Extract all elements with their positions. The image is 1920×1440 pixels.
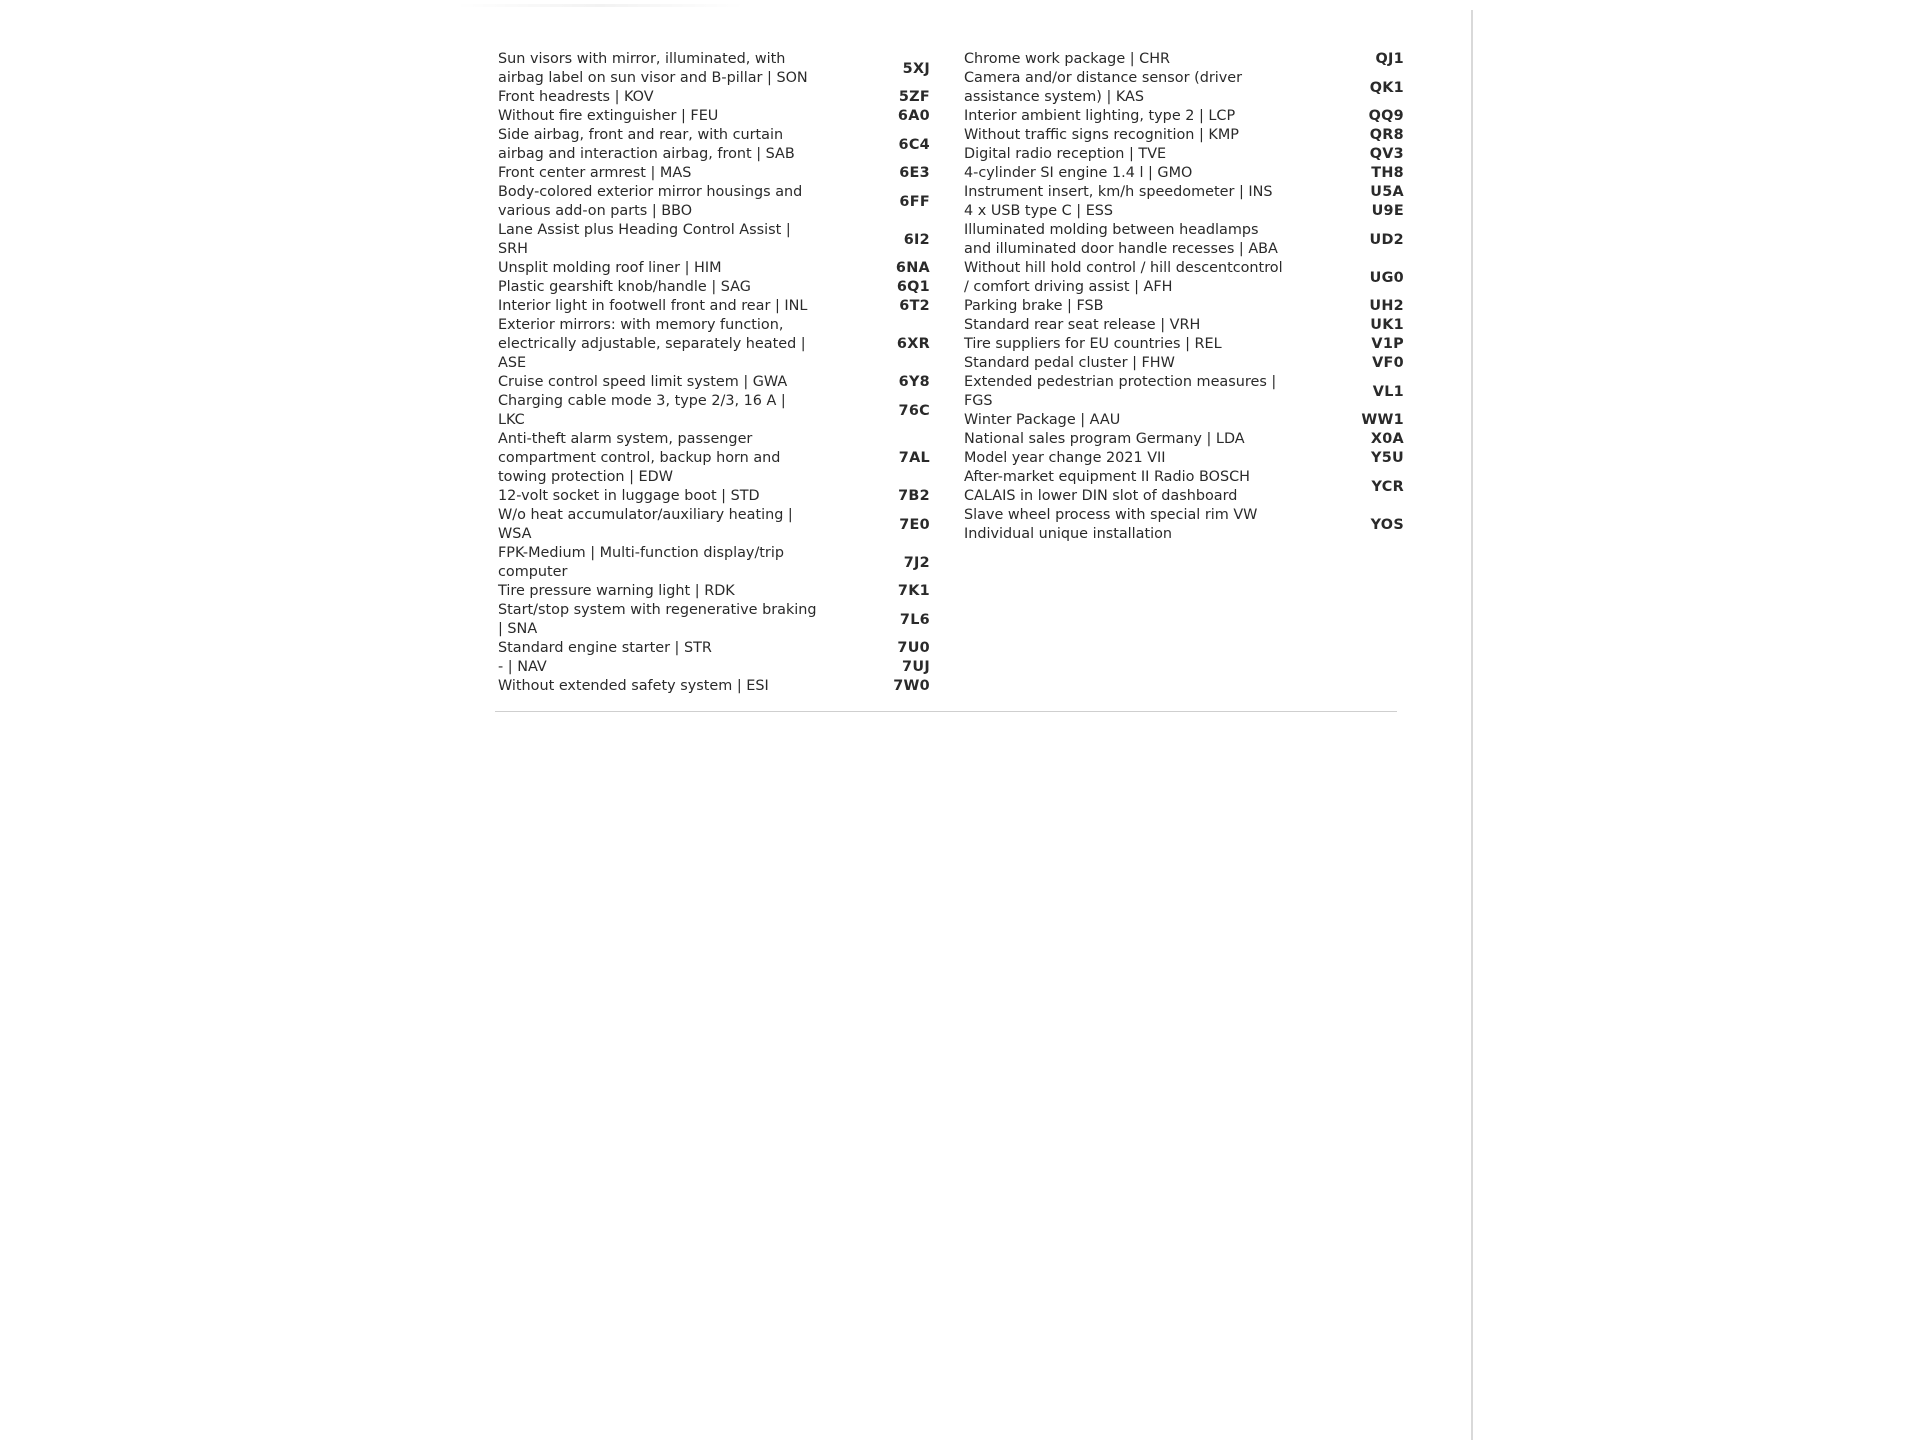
equipment-description: Start/stop system with regenerative braking | SNA: [498, 602, 817, 637]
equipment-code: 7B2: [898, 488, 930, 504]
equipment-code: UD2: [1369, 231, 1404, 248]
equipment-code: 5XJ: [902, 60, 930, 77]
equipment-row: [964, 145, 1408, 164]
equipment-description: Winter Package | AAU: [964, 412, 1121, 428]
equipment-row: [498, 297, 948, 316]
equipment-description: - | NAV: [498, 659, 547, 675]
equipment-row: [964, 107, 1408, 126]
equipment-row: [498, 506, 948, 544]
equipment-row: [964, 316, 1408, 335]
equipment-code: YCR: [1371, 478, 1404, 495]
equipment-code: Y5U: [1370, 450, 1404, 466]
left-equipment-column: [498, 50, 948, 696]
equipment-row: [498, 278, 948, 297]
equipment-code: QJ1: [1375, 51, 1404, 67]
equipment-description: Without hill hold control / hill descentcontrol / comfort driving assist | AFH: [964, 260, 1283, 295]
equipment-row: [498, 316, 948, 373]
equipment-description: Cruise control speed limit system | GWA: [498, 374, 788, 390]
equipment-code: U5A: [1370, 184, 1404, 200]
equipment-code: 7U0: [897, 640, 930, 656]
equipment-code: 7AL: [898, 450, 930, 466]
equipment-description: 4 x USB type C | ESS: [964, 203, 1114, 219]
equipment-row: [964, 468, 1408, 506]
equipment-row: [964, 69, 1408, 107]
equipment-code: X0A: [1370, 431, 1404, 447]
equipment-code: QV3: [1369, 146, 1404, 162]
equipment-description: Interior ambient lighting, type 2 | LCP: [964, 108, 1236, 124]
equipment-row: [964, 449, 1408, 468]
equipment-code: UK1: [1370, 317, 1404, 333]
equipment-row: [498, 164, 948, 183]
equipment-row: [964, 297, 1408, 316]
equipment-description: Lane Assist plus Heading Control Assist | SRH: [498, 222, 791, 257]
equipment-row: [498, 221, 948, 259]
equipment-row: [498, 373, 948, 392]
equipment-row: [964, 373, 1408, 411]
equipment-description: Extended pedestrian protection measures | FGS: [964, 374, 1277, 409]
equipment-description: Parking brake | FSB: [964, 298, 1104, 314]
equipment-row: [964, 221, 1408, 259]
equipment-row: [498, 582, 948, 601]
equipment-description: Unsplit molding roof liner | HIM: [498, 260, 722, 276]
equipment-description: Front headrests | KOV: [498, 89, 654, 105]
equipment-code: 7E0: [899, 516, 930, 533]
equipment-row: [964, 126, 1408, 145]
equipment-description: Anti-theft alarm system, passenger compartment control, backup horn and towing protection | EDW: [498, 431, 781, 485]
equipment-row: [498, 544, 948, 582]
equipment-code: UH2: [1369, 298, 1404, 314]
equipment-description: Instrument insert, km/h speedometer | INS: [964, 184, 1273, 200]
equipment-description: Tire pressure warning light | RDK: [498, 583, 735, 599]
equipment-description: Without extended safety system | ESI: [498, 678, 769, 694]
equipment-description: Charging cable mode 3, type 2/3, 16 A | LKC: [498, 393, 786, 428]
equipment-code: 7UJ: [902, 659, 930, 675]
equipment-row: [964, 202, 1408, 221]
equipment-row: [498, 259, 948, 278]
equipment-description: Body-colored exterior mirror housings and various add-on parts | BBO: [498, 184, 803, 219]
equipment-code: QK1: [1369, 79, 1404, 96]
equipment-row: [964, 183, 1408, 202]
equipment-code: 6T2: [899, 298, 930, 314]
equipment-description: Illuminated molding between headlamps and illuminated door handle recesses | ABA: [964, 222, 1278, 257]
equipment-description: Model year change 2021 VII: [964, 450, 1166, 466]
equipment-code: QR8: [1369, 127, 1404, 143]
equipment-description: Front center armrest | MAS: [498, 165, 692, 181]
equipment-row: [964, 164, 1408, 183]
equipment-description: 4-cylinder SI engine 1.4 l | GMO: [964, 165, 1193, 181]
equipment-row: [964, 430, 1408, 449]
equipment-row: [964, 354, 1408, 373]
scan-page-edge: [1471, 10, 1473, 1440]
equipment-description: Chrome work package | CHR: [964, 51, 1171, 67]
equipment-description: Exterior mirrors: with memory function, electrically adjustable, separately heated | ASE: [498, 317, 806, 371]
equipment-columns: [498, 50, 1408, 696]
scan-smudge: [455, 4, 745, 7]
equipment-code: 6A0: [897, 108, 930, 124]
equipment-code: TH8: [1371, 165, 1404, 181]
equipment-description: Side airbag, front and rear, with curtain airbag and interaction airbag, front | SAB: [498, 127, 795, 162]
equipment-code: U9E: [1371, 203, 1404, 219]
equipment-code: V1P: [1371, 336, 1404, 352]
equipment-code: 76C: [898, 402, 930, 419]
equipment-description: After-market equipment II Radio BOSCH CALAIS in lower DIN slot of dashboard: [964, 469, 1250, 504]
equipment-row: [498, 183, 948, 221]
equipment-code: 6FF: [899, 193, 930, 210]
equipment-description: Digital radio reception | TVE: [964, 146, 1167, 162]
equipment-description: Interior light in footwell front and rear | INL: [498, 298, 808, 314]
equipment-description: Standard rear seat release | VRH: [964, 317, 1201, 333]
equipment-description: Camera and/or distance sensor (driver assistance system) | KAS: [964, 70, 1243, 105]
equipment-description: FPK-Medium | Multi-function display/trip computer: [498, 545, 784, 580]
equipment-code: 6NA: [895, 260, 930, 276]
equipment-row: [498, 430, 948, 487]
equipment-row: [498, 392, 948, 430]
equipment-code: 5ZF: [898, 89, 930, 105]
equipment-description: 12-volt socket in luggage boot | STD: [498, 488, 760, 504]
equipment-row: [498, 107, 948, 126]
equipment-description: Plastic gearshift knob/handle | SAG: [498, 279, 751, 295]
equipment-row: [498, 658, 948, 677]
equipment-code: VL1: [1372, 383, 1404, 400]
equipment-row: [964, 259, 1408, 297]
equipment-description: Sun visors with mirror, illuminated, with airbag label on sun visor and B-pillar | SON: [498, 51, 808, 86]
equipment-code: 6C4: [898, 136, 930, 153]
equipment-row: [964, 50, 1408, 69]
equipment-row: [498, 601, 948, 639]
equipment-code: 6Y8: [898, 374, 930, 390]
equipment-code: VF0: [1372, 355, 1404, 371]
equipment-description: Without fire extinguisher | FEU: [498, 108, 719, 124]
equipment-description: W/o heat accumulator/auxiliary heating | WSA: [498, 507, 793, 542]
equipment-row: [964, 335, 1408, 354]
equipment-row: [498, 639, 948, 658]
equipment-description: Slave wheel process with special rim VW Individual unique installation: [964, 507, 1258, 542]
equipment-row: [498, 50, 948, 88]
equipment-code: 7K1: [897, 583, 930, 599]
equipment-row: [498, 88, 948, 107]
equipment-code: QQ9: [1368, 108, 1404, 124]
equipment-code: 6E3: [899, 165, 930, 181]
equipment-description: Without traffic signs recognition | KMP: [964, 127, 1239, 143]
equipment-code: 6I2: [903, 231, 930, 248]
equipment-list-page: [498, 50, 1408, 696]
equipment-row: [964, 411, 1408, 430]
equipment-row: [964, 506, 1408, 544]
equipment-row: [498, 126, 948, 164]
equipment-code: WW1: [1361, 412, 1404, 428]
equipment-description: Standard engine starter | STR: [498, 640, 712, 656]
equipment-description: National sales program Germany | LDA: [964, 431, 1245, 447]
equipment-description: Tire suppliers for EU countries | REL: [964, 336, 1222, 352]
equipment-code: 7L6: [899, 611, 930, 628]
equipment-code: 6Q1: [896, 279, 930, 295]
equipment-code: 7J2: [903, 554, 930, 571]
equipment-description: Standard pedal cluster | FHW: [964, 355, 1175, 371]
right-equipment-column: [964, 50, 1408, 696]
equipment-code: 7W0: [893, 678, 930, 694]
equipment-row: [498, 677, 948, 696]
bottom-divider: [495, 711, 1397, 712]
equipment-code: YOS: [1370, 516, 1404, 533]
equipment-row: [498, 487, 948, 506]
equipment-code: 6XR: [896, 336, 930, 352]
equipment-code: UG0: [1369, 269, 1404, 286]
